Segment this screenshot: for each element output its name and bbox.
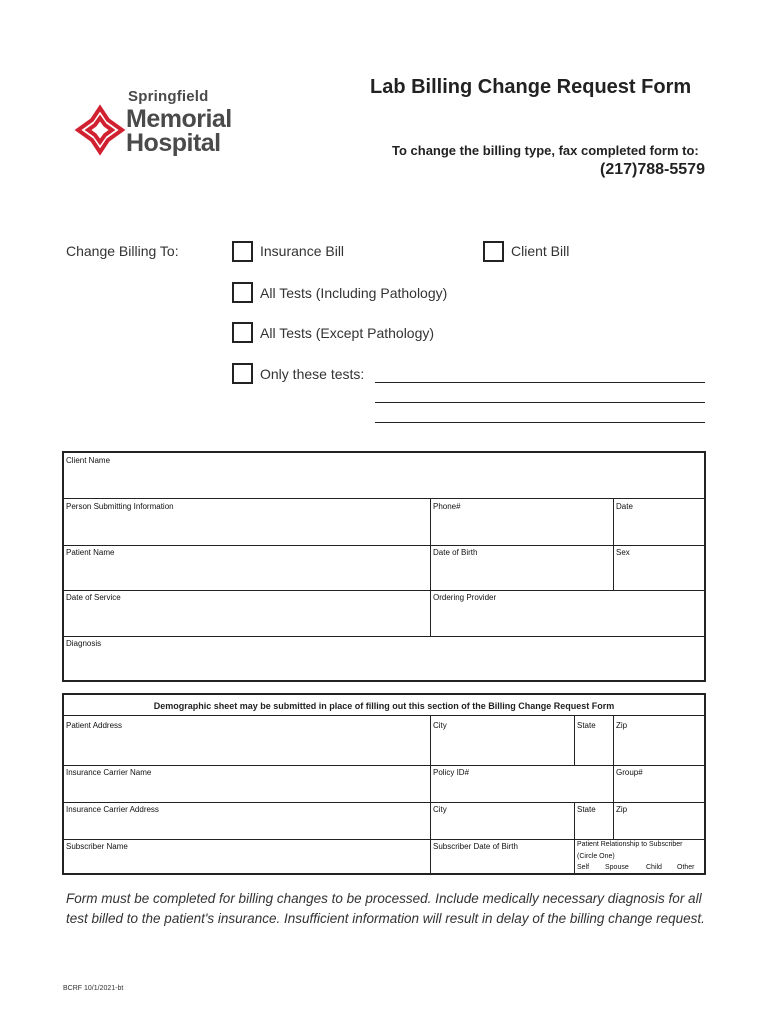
change-billing-label: Change Billing To: [66, 243, 179, 259]
ordering-provider-field[interactable] [431, 591, 704, 636]
relationship-option-self[interactable]: Self [577, 864, 590, 871]
subscriber-name-field[interactable] [64, 840, 430, 873]
patient-address-field[interactable] [64, 716, 430, 765]
insurance-carrier-name-label: Insurance Carrier Name [66, 768, 152, 777]
zip-field[interactable] [614, 716, 704, 765]
tests-write-line-3[interactable] [375, 422, 705, 423]
only-these-tests-checkbox[interactable] [232, 363, 253, 384]
client-name-field[interactable] [64, 453, 704, 498]
sex-label: Sex [616, 548, 630, 557]
state-field[interactable] [575, 716, 613, 765]
tests-write-line-1[interactable] [375, 382, 705, 383]
patient-name-label: Patient Name [66, 548, 115, 557]
patient-name-field[interactable] [64, 546, 430, 590]
date-of-birth-label: Date of Birth [433, 548, 478, 557]
state2-label: State [577, 805, 596, 814]
insurance-carrier-name-field[interactable] [64, 766, 430, 802]
only-these-tests-label: Only these tests: [260, 366, 365, 382]
person-submitting-label: Person Submitting Information [66, 502, 174, 511]
relationship-option-spouse[interactable]: Spouse [605, 864, 629, 871]
footer-note: Form must be completed for billing changes to be processed. Include medically necessary diagnosis for all test billed to the patient's insurance. Insufficient information will result in delay of the billing change request. [66, 891, 705, 926]
demographic-table [62, 693, 706, 875]
form-code: BCRF 10/1/2021-bt [63, 985, 124, 992]
phone-field[interactable] [431, 499, 613, 545]
fax-instruction: To change the billing type, fax completed form to: [392, 143, 699, 158]
city-field[interactable] [431, 716, 574, 765]
state2-field[interactable] [575, 803, 613, 839]
all-tests-except-pathology-checkbox[interactable] [232, 322, 253, 343]
date-of-service-label: Date of Service [66, 593, 121, 602]
relationship-option-other[interactable]: Other [677, 864, 695, 871]
state-label: State [577, 721, 596, 730]
group-label: Group# [616, 768, 643, 777]
insurance-carrier-address-label: Insurance Carrier Address [66, 805, 159, 814]
diagnosis-label: Diagnosis [66, 639, 102, 648]
relationship-label: Patient Relationship to Subscriber [577, 841, 683, 848]
insurance-bill-checkbox[interactable] [232, 241, 253, 262]
client-bill-checkbox[interactable] [483, 241, 504, 262]
ordering-provider-label: Ordering Provider [433, 593, 497, 602]
logo-text-memorial: Memorial [126, 105, 232, 133]
city-label: City [433, 721, 447, 730]
zip2-label: Zip [616, 805, 628, 814]
phone-label: Phone# [433, 502, 461, 511]
date-of-birth-field[interactable] [431, 546, 613, 590]
subscriber-dob-field[interactable] [431, 840, 574, 873]
date-of-service-field[interactable] [64, 591, 430, 636]
patient-address-label: Patient Address [66, 721, 123, 730]
zip2-field[interactable] [614, 803, 704, 839]
all-tests-except-pathology-label: All Tests (Except Pathology) [260, 325, 435, 341]
relationship-option-child[interactable]: Child [646, 864, 662, 871]
sex-field[interactable] [614, 546, 704, 590]
form-title: Lab Billing Change Request Form [370, 76, 692, 98]
zip-label: Zip [616, 721, 628, 730]
all-tests-including-pathology-checkbox[interactable] [232, 282, 253, 303]
logo-text-hospital: Hospital [126, 129, 221, 157]
demographic-note: Demographic sheet may be submitted in place of filling out this section of the Billing Change Request Form [153, 701, 615, 711]
date-field[interactable] [614, 499, 704, 545]
insurance-bill-label: Insurance Bill [260, 243, 345, 259]
fax-number: (217)788-5579 [600, 161, 705, 178]
hospital-logo-mark-icon [74, 104, 126, 156]
client-bill-label: Client Bill [511, 243, 570, 259]
client-name-label: Client Name [66, 456, 111, 465]
tests-write-line-2[interactable] [375, 402, 705, 403]
group-field[interactable] [614, 766, 704, 802]
city2-label: City [433, 805, 447, 814]
date-label: Date [616, 502, 633, 511]
person-submitting-field[interactable] [64, 499, 430, 545]
policy-id-label: Policy ID# [433, 768, 470, 777]
city2-field[interactable] [431, 803, 574, 839]
policy-id-field[interactable] [431, 766, 613, 802]
insurance-carrier-address-field[interactable] [64, 803, 430, 839]
hospital-logo [74, 88, 254, 158]
subscriber-dob-label: Subscriber Date of Birth [433, 842, 518, 851]
logo-text-springfield: Springfield [128, 88, 209, 105]
subscriber-name-label: Subscriber Name [66, 842, 128, 851]
all-tests-including-pathology-label: All Tests (Including Pathology) [260, 285, 448, 301]
circle-one-label: (Circle One) [577, 853, 615, 860]
diagnosis-field[interactable] [64, 637, 704, 680]
patient-info-table [62, 451, 706, 682]
